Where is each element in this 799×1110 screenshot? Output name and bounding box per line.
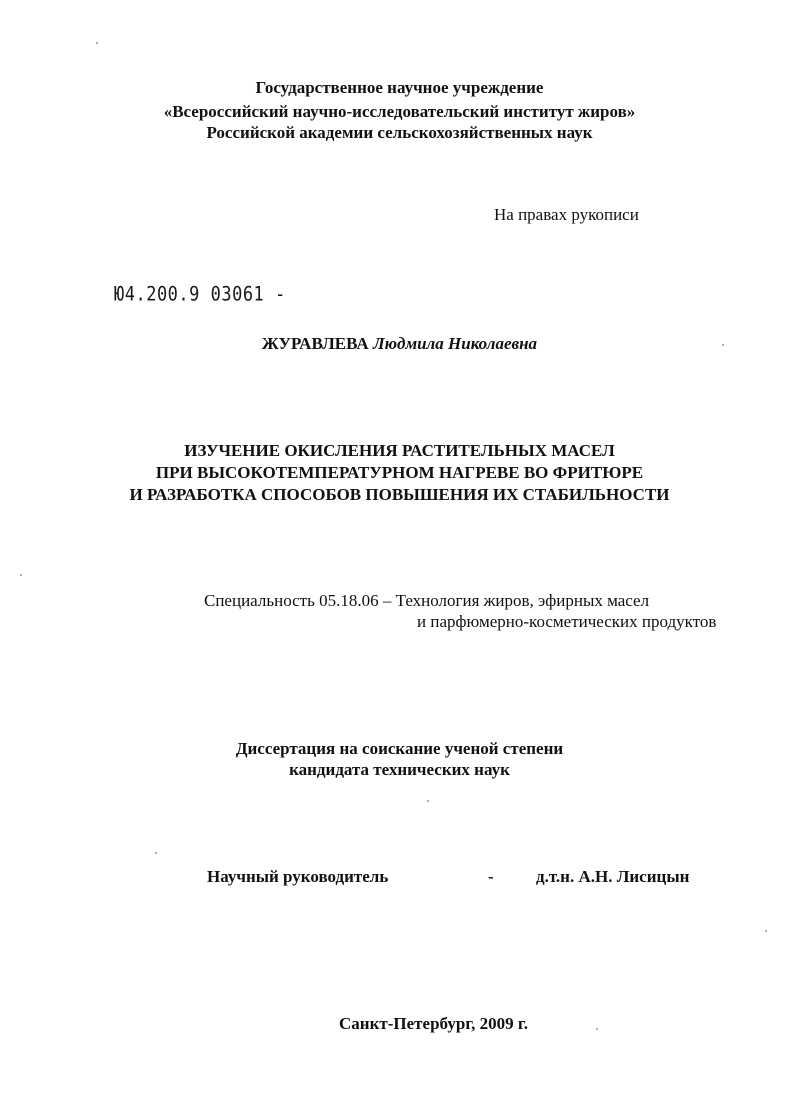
specialty-line-2: и парфюмерно-косметических продуктов — [417, 612, 717, 631]
registration-stamp: Ю4.200.9 03061 - — [114, 283, 286, 306]
scan-speck — [96, 42, 98, 44]
author-surname: ЖУРАВЛЕВА — [261, 334, 369, 353]
dissertation-line-2: кандидата технических наук — [289, 760, 510, 779]
title-line-3: И РАЗРАБОТКА СПОСОБОВ ПОВЫШЕНИЯ ИХ СТАБИЛЬНОСТИ — [129, 485, 670, 504]
scan-speck — [722, 344, 724, 346]
institution-line-1: Государственное научное учреждение — [255, 78, 544, 97]
scan-speck — [596, 1028, 598, 1030]
specialty-line-1: Специальность 05.18.06 – Технология жиров, эфирных масел — [204, 591, 650, 610]
dissertation-line-1: Диссертация на соискание ученой степени — [235, 739, 564, 758]
place-date: Санкт-Петербург, 2009 г. — [339, 1014, 528, 1033]
author-name — [0, 334, 799, 354]
scan-speck — [765, 930, 767, 932]
title-line-1: ИЗУЧЕНИЕ ОКИСЛЕНИЯ РАСТИТЕЛЬНЫХ МАСЕЛ — [184, 441, 615, 460]
institution-line-2: «Всероссийский научно-исследовательский институт жиров» — [163, 102, 636, 121]
scan-speck — [155, 852, 157, 854]
supervisor-dash: - — [488, 867, 494, 886]
supervisor-label: Научный руководитель — [207, 867, 389, 886]
institution-line-3: Российской академии сельскохозяйственных наук — [206, 123, 593, 142]
scan-speck — [427, 800, 429, 802]
scan-speck — [20, 574, 22, 576]
manuscript-note: На правах рукописи — [494, 205, 639, 224]
author-given-names: Людмила Николаевна — [372, 334, 538, 353]
title-line-2: ПРИ ВЫСОКОТЕМПЕРАТУРНОМ НАГРЕВЕ ВО ФРИТЮРЕ — [155, 463, 644, 482]
supervisor-name: д.т.н. А.Н. Лисицын — [536, 867, 690, 886]
